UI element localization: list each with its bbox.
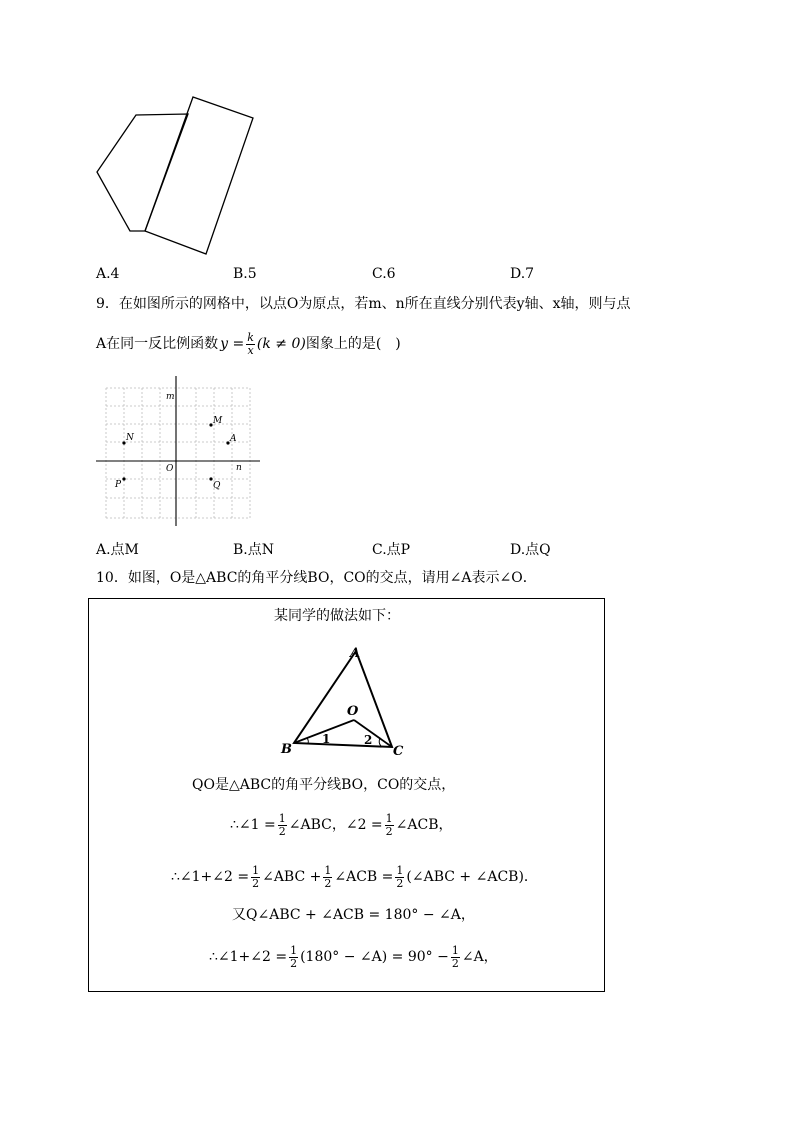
- frac-den: 2: [385, 824, 393, 838]
- q8-option-a[interactable]: A.4: [96, 266, 120, 282]
- label-P: P: [115, 480, 122, 490]
- frac-num: 1: [385, 811, 393, 825]
- q9-formula-x: x: [247, 343, 254, 357]
- frac-num: 1: [451, 943, 459, 957]
- q8-figure: [90, 92, 260, 260]
- q10-solution-box: [88, 598, 605, 992]
- q9-option-d[interactable]: D.点Q: [510, 542, 551, 558]
- solution-line1: QO是△ABC的角平分线BO，CO的交点，: [192, 777, 456, 793]
- line3-part-d: (∠ABC + ∠ACB)．: [406, 869, 538, 885]
- q8-option-d[interactable]: D.7: [510, 266, 535, 282]
- tri-label-1: 1: [322, 732, 331, 746]
- frac-den: 2: [290, 956, 298, 970]
- line5-part-a: ∴∠1+∠2 =: [209, 949, 288, 965]
- angle-1-arc: [307, 738, 308, 743]
- line3-part-b: ∠ABC +: [262, 869, 322, 885]
- line5-frac-2: [451, 945, 460, 970]
- frac-den: 2: [252, 876, 260, 890]
- triangle-figure: [277, 639, 413, 759]
- line2-part-b: ∠ABC，∠2 =: [288, 817, 383, 833]
- line2-frac-2: [385, 813, 394, 838]
- q9-option-c[interactable]: C.点P: [372, 542, 411, 558]
- triangle-abc: [294, 651, 392, 747]
- pentagon-shape: [97, 114, 188, 231]
- q9-option-a[interactable]: A.点M: [96, 542, 139, 558]
- point-p: [122, 477, 125, 480]
- q9-formula-frac: [246, 332, 255, 357]
- label-N: N: [126, 433, 134, 443]
- solution-line4: 又Q∠ABC + ∠ACB = 180° − ∠A，: [232, 907, 475, 923]
- label-m: m: [166, 392, 175, 402]
- q8-option-b[interactable]: B.5: [233, 266, 257, 282]
- line5-frac-1: [289, 945, 298, 970]
- line3-frac-3: [395, 865, 404, 890]
- solution-line2: [230, 807, 453, 843]
- line3-part-c: ∠ACB =: [334, 869, 394, 885]
- q9-stem-line2: [96, 326, 401, 362]
- q8-option-c[interactable]: C.6: [372, 266, 396, 282]
- line3-part-a: ∴∠1+∠2 =: [171, 869, 250, 885]
- tri-label-2: 2: [364, 733, 373, 747]
- label-A: A: [230, 434, 237, 444]
- frac-num: 1: [252, 863, 260, 877]
- q9-formula-cond: (k ≠ 0): [256, 336, 306, 352]
- frac-den: 2: [396, 876, 404, 890]
- q9-stem-line1: 9．在如图所示的网格中，以点O为原点，若m、n所在直线分别代表y轴、x轴，则与点: [96, 296, 631, 312]
- label-o: O: [166, 464, 174, 474]
- tri-label-b: B: [281, 742, 292, 757]
- frac-num: 1: [290, 943, 298, 957]
- solution-line3: [171, 859, 538, 895]
- frac-num: 1: [396, 863, 404, 877]
- tri-label-a: A: [350, 646, 361, 661]
- line2-part-c: ∠ACB，: [395, 817, 453, 833]
- frac-num: 1: [278, 811, 286, 825]
- frac-den: 2: [278, 824, 286, 838]
- line2-part-a: ∴∠1 =: [230, 817, 276, 833]
- q9-grid-figure: [94, 374, 264, 528]
- line2-frac-1: [278, 813, 287, 838]
- q10-stem: 10．如图，O是△ABC的角平分线BO，CO的交点，请用∠A表示∠O．: [96, 570, 537, 586]
- label-n: n: [236, 463, 242, 473]
- label-Q: Q: [213, 481, 221, 491]
- q9-stem-line2-pre: A在同一反比例函数: [96, 336, 219, 352]
- line5-part-b: (180° − ∠A) = 90° −: [300, 949, 449, 965]
- q9-option-b[interactable]: B.点N: [233, 542, 274, 558]
- grid-lines: [106, 388, 250, 518]
- line3-frac-2: [323, 865, 332, 890]
- frac-den: 2: [451, 956, 459, 970]
- solution-heading: 某同学的做法如下：: [274, 608, 400, 624]
- line3-frac-1: [251, 865, 260, 890]
- solution-line5: [209, 939, 498, 975]
- line5-part-c: ∠A，: [461, 949, 498, 965]
- frac-den: 2: [324, 876, 332, 890]
- label-M: M: [213, 416, 223, 426]
- q9-formula-y: y =: [220, 336, 245, 352]
- q9-formula-k: k: [247, 330, 254, 344]
- tri-label-o: O: [347, 704, 359, 719]
- q9-stem-line2-post: 图象上的是( ): [305, 336, 401, 352]
- parallelogram-shape: [145, 97, 253, 254]
- tri-label-c: C: [393, 744, 404, 759]
- frac-num: 1: [324, 863, 332, 877]
